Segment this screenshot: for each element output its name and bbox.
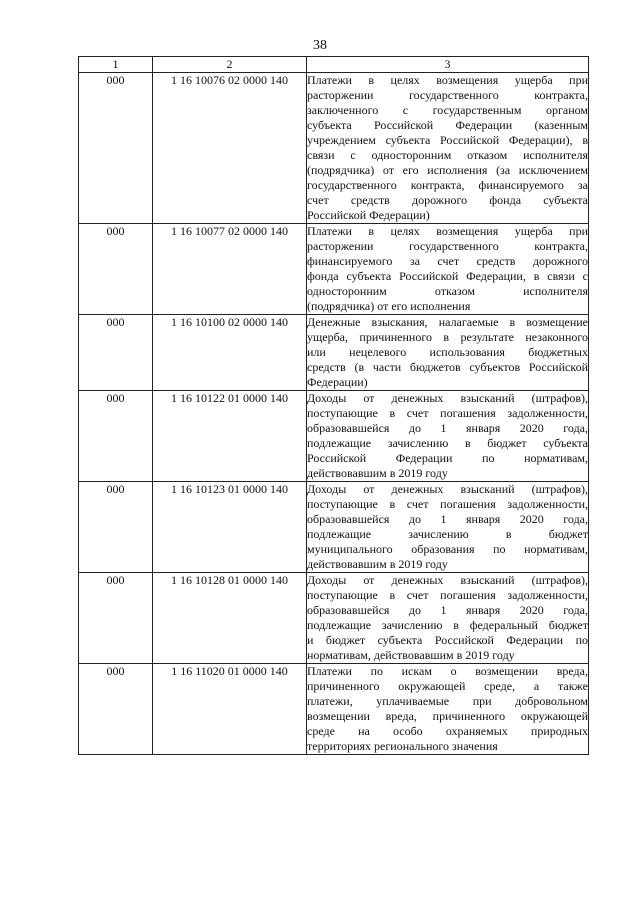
revenue-name-line: нормативам, действовавшим в 2019 году bbox=[307, 648, 515, 662]
budget-code-cell: 1 16 10076 02 0000 140 bbox=[153, 73, 307, 224]
budget-code-cell: 1 16 10122 01 0000 140 bbox=[153, 391, 307, 482]
revenue-name-line: поступающие в счет погашения задолженности, bbox=[307, 406, 588, 420]
budget-code-cell: 1 16 10128 01 0000 140 bbox=[153, 573, 307, 664]
revenue-name-line: Доходы от денежных взысканий (штрафов), bbox=[307, 482, 588, 496]
revenue-name-line: субъекта Российской Федерации (казенным bbox=[307, 118, 588, 132]
admin-code-cell: 000 bbox=[79, 664, 153, 755]
revenue-name-line: образовавшейся до 1 января 2020 года, bbox=[307, 512, 588, 526]
revenue-name-line: среде на особо охраняемых природных bbox=[307, 724, 588, 738]
table-header-row bbox=[79, 57, 589, 73]
revenue-name-cell bbox=[307, 224, 589, 315]
revenue-name-line: образовавшейся до 1 января 2020 года, bbox=[307, 603, 588, 617]
revenue-name-line: действовавшим в 2019 году bbox=[307, 557, 448, 571]
revenue-name-cell bbox=[307, 315, 589, 391]
revenue-name-cell bbox=[307, 664, 589, 755]
revenue-name-line: односторонним отказом исполнителя bbox=[307, 284, 588, 298]
revenue-name-line: подлежащие зачислению в бюджет bbox=[307, 527, 588, 541]
column-header-1: 1 bbox=[79, 57, 153, 73]
column-header-2: 2 bbox=[153, 57, 307, 73]
revenue-name-line: (подрядчика) от его исполнения bbox=[307, 299, 471, 313]
revenue-name-line: финансируемого за счет средств дорожного bbox=[307, 254, 588, 268]
revenue-name-cell bbox=[307, 391, 589, 482]
revenue-name-line: учреждением субъекта Российской Федерации), в bbox=[307, 133, 588, 147]
revenue-name-line: (подрядчика) от его исполнения (за исключением bbox=[307, 163, 588, 177]
revenue-name-line: заключенного с государственным органом bbox=[307, 103, 588, 117]
page-number: 38 bbox=[313, 38, 327, 53]
table-row bbox=[79, 224, 589, 315]
admin-code-cell: 000 bbox=[79, 315, 153, 391]
table-row bbox=[79, 315, 589, 391]
revenue-name-line: расторжении государственного контракта, bbox=[307, 239, 588, 253]
admin-code-cell: 000 bbox=[79, 391, 153, 482]
admin-code-cell: 000 bbox=[79, 482, 153, 573]
revenue-name-cell bbox=[307, 482, 589, 573]
revenue-name-line: муниципального образования по нормативам, bbox=[307, 542, 588, 556]
revenue-name-line: причиненного окружающей среде, а также bbox=[307, 679, 588, 693]
admin-code-cell: 000 bbox=[79, 573, 153, 664]
revenue-name-line: действовавшим в 2019 году bbox=[307, 466, 448, 480]
revenue-name-line: Российской Федерации) bbox=[307, 208, 430, 222]
revenue-name-line: ущерба, причиненного в результате незаконного bbox=[307, 330, 588, 344]
revenue-name-line: Федерации) bbox=[307, 375, 368, 389]
revenue-name-line: Доходы от денежных взысканий (штрафов), bbox=[307, 573, 588, 587]
revenue-name-line: Российской Федерации по нормативам, bbox=[307, 451, 588, 465]
revenue-name-line: поступающие в счет погашения задолженности, bbox=[307, 588, 588, 602]
revenue-name-line: возмещении вреда, причиненного окружающей bbox=[307, 709, 588, 723]
table-row bbox=[79, 482, 589, 573]
revenue-name-cell bbox=[307, 573, 589, 664]
column-header-3: 3 bbox=[307, 57, 589, 73]
revenue-name-line: территориях регионального значения bbox=[307, 739, 498, 753]
revenue-name-line: подлежащие зачислению в федеральный бюджет bbox=[307, 618, 588, 632]
revenue-name-line: или нецелевого использования бюджетных bbox=[307, 345, 588, 359]
revenue-name-line: фонда субъекта Российской Федерации, в связи с bbox=[307, 269, 588, 283]
admin-code-cell: 000 bbox=[79, 73, 153, 224]
revenue-name-line: образовавшейся до 1 января 2020 года, bbox=[307, 421, 588, 435]
budget-code-cell: 1 16 10077 02 0000 140 bbox=[153, 224, 307, 315]
budget-code-cell: 1 16 11020 01 0000 140 bbox=[153, 664, 307, 755]
revenue-name-line: Платежи в целях возмещения ущерба при bbox=[307, 224, 588, 238]
revenue-name-line: связи с односторонним отказом исполнителя bbox=[307, 148, 588, 162]
budget-classification-table bbox=[78, 56, 589, 755]
table-row bbox=[79, 573, 589, 664]
table-row bbox=[79, 391, 589, 482]
revenue-name-line: платежи, уплачиваемые при добровольном bbox=[307, 694, 588, 708]
revenue-name-line: Доходы от денежных взысканий (штрафов), bbox=[307, 391, 588, 405]
revenue-name-cell bbox=[307, 73, 589, 224]
revenue-name-line: и бюджет субъекта Российской Федерации по bbox=[307, 633, 588, 647]
revenue-name-line: Платежи в целях возмещения ущерба при bbox=[307, 73, 588, 87]
revenue-name-line: средств (в части бюджетов субъектов Российской bbox=[307, 360, 588, 374]
revenue-name-line: счет средств дорожного фонда субъекта bbox=[307, 193, 588, 207]
table-row bbox=[79, 73, 589, 224]
revenue-name-line: Платежи по искам о возмещении вреда, bbox=[307, 664, 588, 678]
revenue-name-line: государственного контракта, финансируемого за bbox=[307, 178, 588, 192]
revenue-name-line: поступающие в счет погашения задолженности, bbox=[307, 497, 588, 511]
revenue-name-line: расторжении государственного контракта, bbox=[307, 88, 588, 102]
budget-code-cell: 1 16 10123 01 0000 140 bbox=[153, 482, 307, 573]
revenue-name-line: Денежные взыскания, налагаемые в возмещение bbox=[307, 315, 588, 329]
admin-code-cell: 000 bbox=[79, 224, 153, 315]
revenue-name-line: подлежащие зачислению в бюджет субъекта bbox=[307, 436, 588, 450]
budget-code-cell: 1 16 10100 02 0000 140 bbox=[153, 315, 307, 391]
table-row bbox=[79, 664, 589, 755]
